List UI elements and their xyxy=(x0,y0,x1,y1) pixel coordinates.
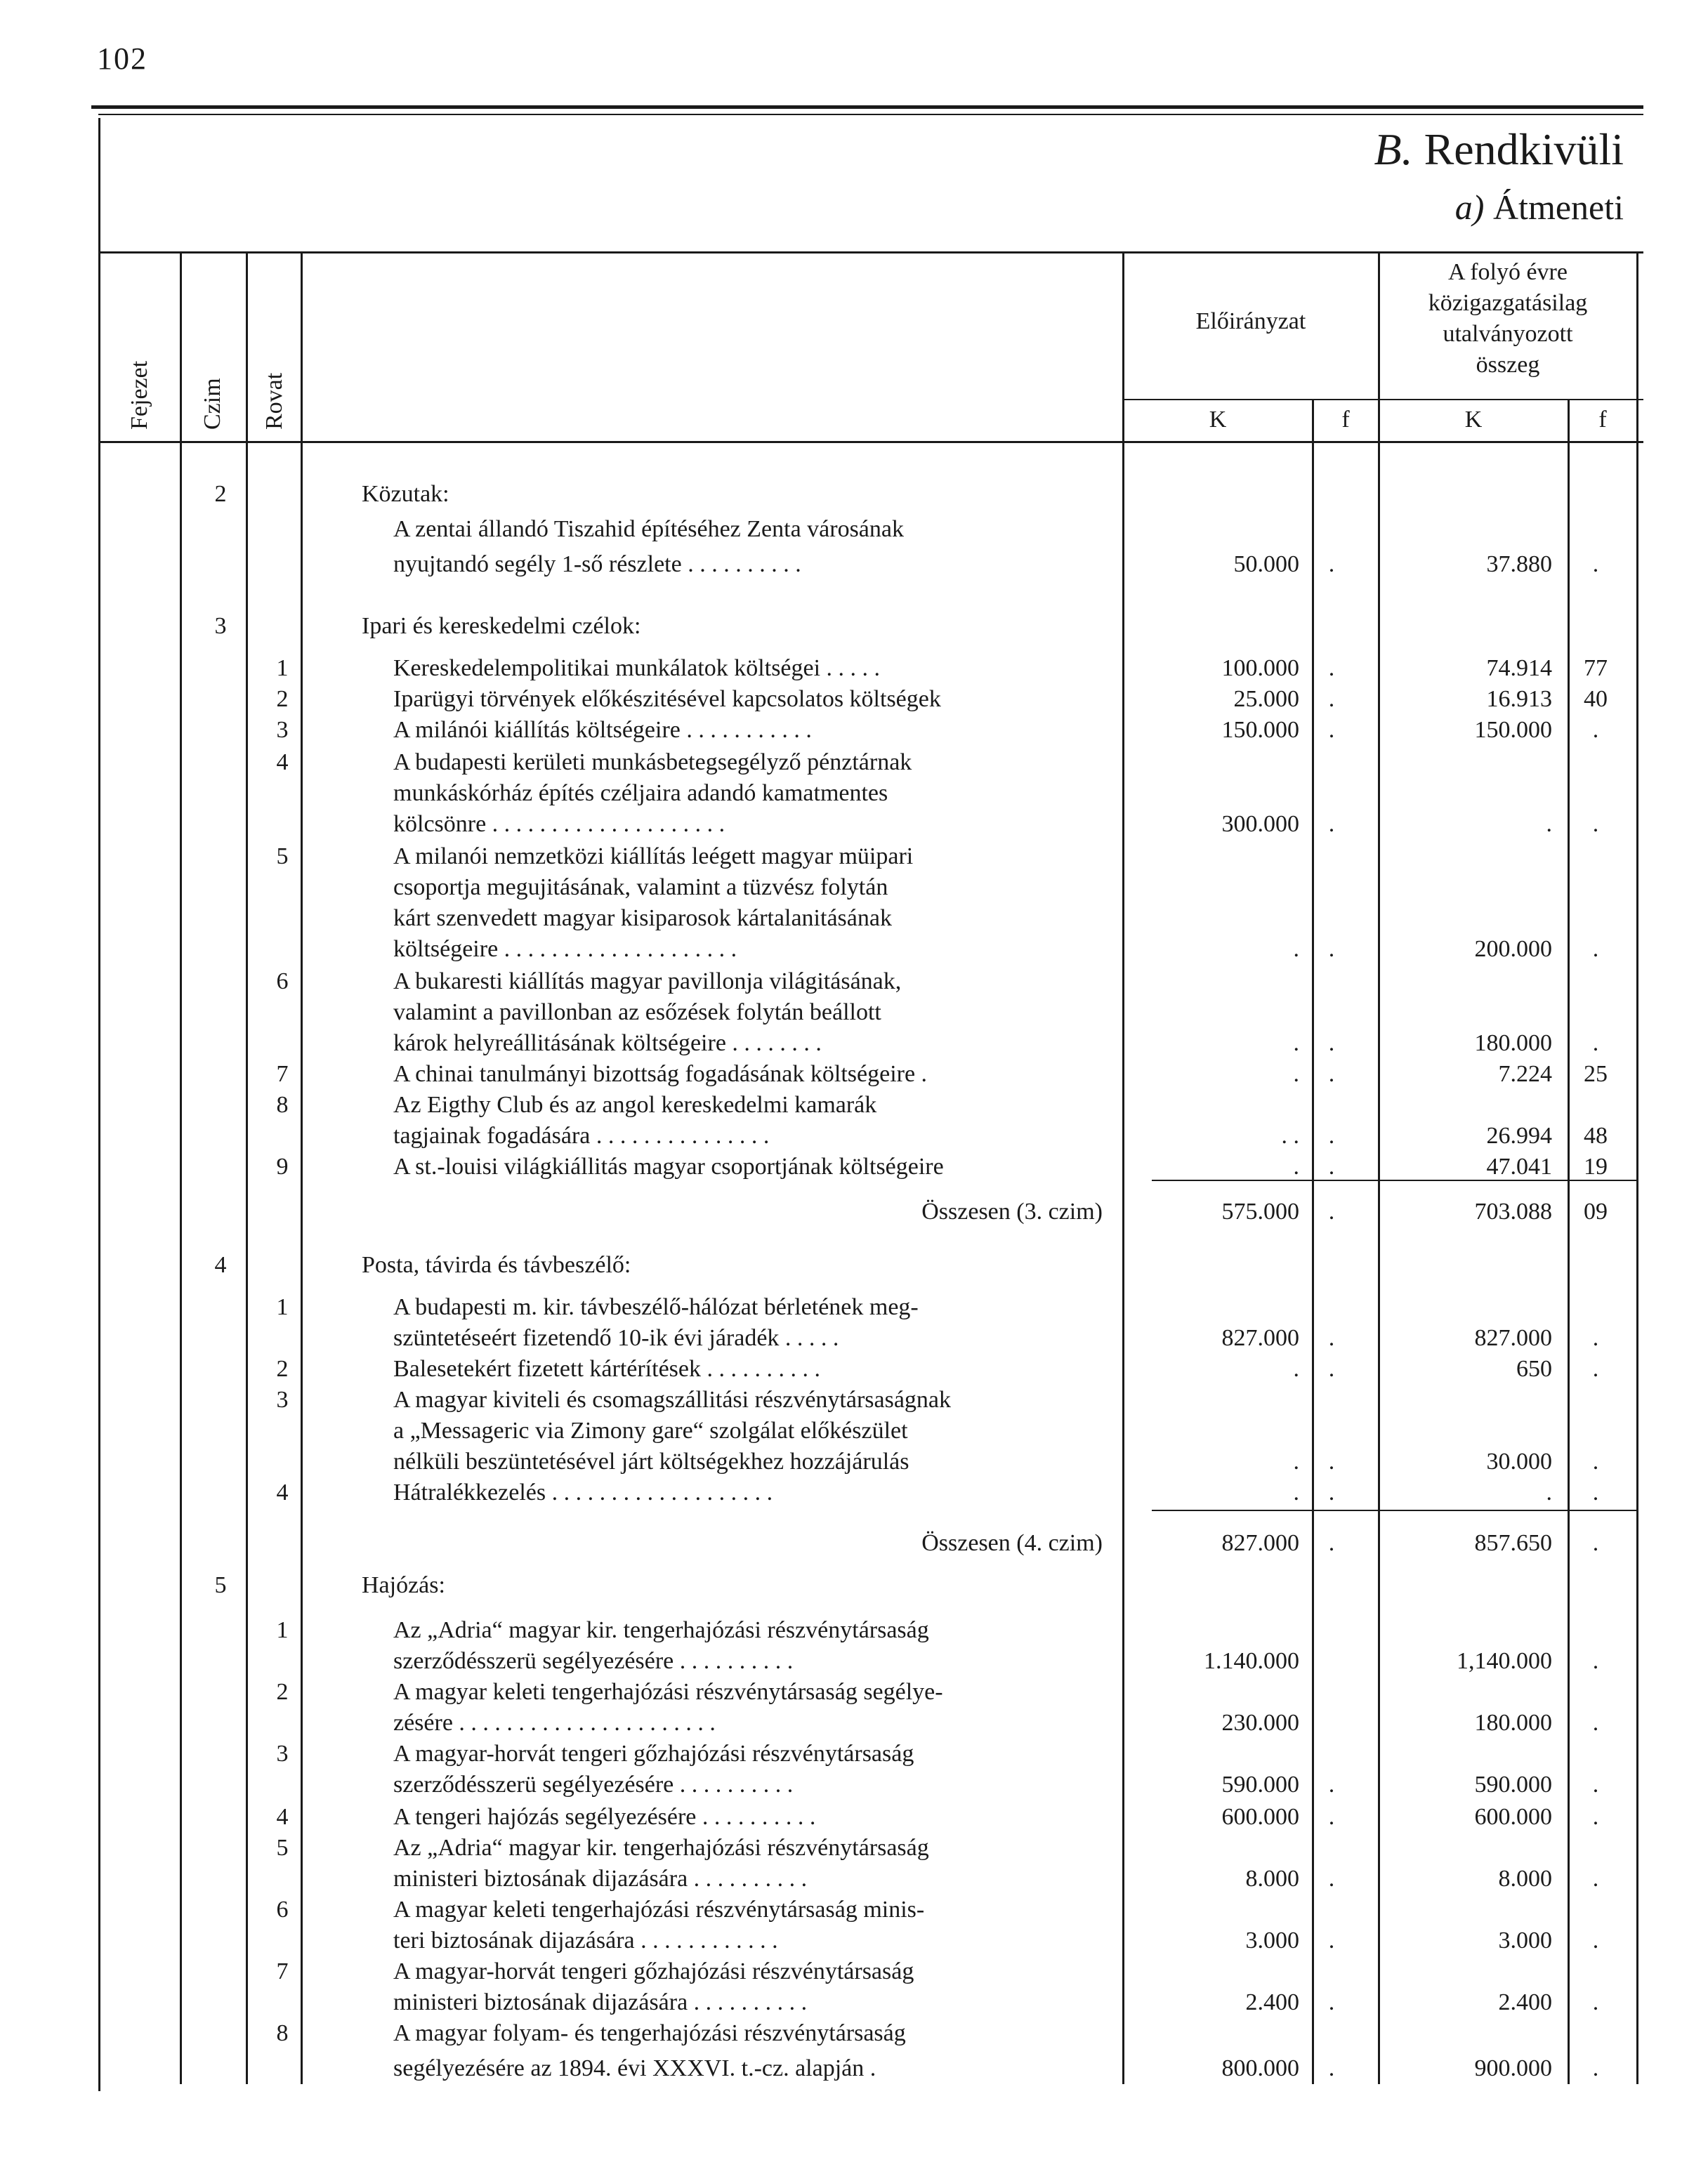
total-rule-czim-4 xyxy=(1152,1510,1636,1511)
table-row xyxy=(0,934,1708,965)
description-cell: A zentai állandó Tiszahid építéséhez Zenta városának xyxy=(393,516,904,542)
table-row xyxy=(0,1677,1708,1708)
utalvanyozott-filler-cell: . xyxy=(1592,1989,1599,2015)
subsection-title-text: Átmeneti xyxy=(1492,187,1624,227)
eloiranyzat-filler-cell: . xyxy=(1328,655,1335,681)
description-cell: munkáskórház építés czéljaira adandó kamatmentes xyxy=(393,780,888,806)
table-row xyxy=(0,1895,1708,1925)
utalvanyozott-korona-cell: 200.000 xyxy=(1474,936,1552,962)
table-row xyxy=(0,747,1708,778)
utalvanyozott-korona-cell: 600.000 xyxy=(1474,1804,1552,1830)
eloiranyzat-filler-cell: . xyxy=(1328,1199,1335,1225)
description-cell: A magyar keleti tengerhajózási részvénytársaság minis- xyxy=(393,1897,925,1923)
rovat-cell: 8 xyxy=(276,2020,289,2046)
eloiranyzat-korona-cell: 50.000 xyxy=(1233,551,1299,577)
table-row xyxy=(0,514,1708,545)
czim-cell: 2 xyxy=(214,481,227,507)
utalvanyozott-korona-cell: 1,140.000 xyxy=(1457,1648,1552,1674)
rovat-cell: 2 xyxy=(276,1679,289,1705)
utalvanyozott-filler-cell: . xyxy=(1592,1928,1599,1954)
utalvanyozott-filler-cell: . xyxy=(1592,1325,1599,1351)
description-cell: teri biztosának dijazására . . . . . . . . . . . . xyxy=(393,1928,778,1954)
table-row xyxy=(0,653,1708,684)
eloiranyzat-filler-cell: . xyxy=(1328,1123,1335,1149)
description-cell: A milanói nemzetközi kiállítás leégett magyar müipari xyxy=(393,843,914,869)
table-row xyxy=(0,684,1708,715)
header-k1: K xyxy=(1209,407,1227,433)
description-cell: nélküli beszüntetésével járt költségekhez hozzájárulás xyxy=(393,1449,909,1475)
eloiranyzat-filler-cell: . xyxy=(1328,1989,1335,2015)
czim-cell: 3 xyxy=(214,613,227,639)
eloiranyzat-korona-cell: 827.000 xyxy=(1221,1325,1299,1351)
rovat-cell: 4 xyxy=(276,1804,289,1830)
eloiranyzat-korona-cell: 100.000 xyxy=(1221,655,1299,681)
eloiranyzat-filler-cell: . xyxy=(1328,1154,1335,1180)
utalvanyozott-filler-cell: . xyxy=(1592,811,1599,837)
table-row xyxy=(0,1152,1708,1182)
rovat-cell: 3 xyxy=(276,1387,289,1413)
rovat-cell: 7 xyxy=(276,1958,289,1984)
table-row xyxy=(0,1416,1708,1447)
kf-subheader-rule xyxy=(1124,399,1643,400)
table-row xyxy=(0,997,1708,1028)
utalvanyozott-filler-cell: . xyxy=(1592,1030,1599,1056)
utalvanyozott-korona-cell: 74.914 xyxy=(1486,655,1552,681)
description-cell: a „Messageric via Zimony gare“ szolgálat előkészület xyxy=(393,1418,908,1444)
description-cell: költségeire . . . . . . . . . . . . . . . . . . . . xyxy=(393,936,737,962)
eloiranyzat-filler-cell: . xyxy=(1328,1530,1335,1556)
eloiranyzat-filler-cell: . xyxy=(1328,1356,1335,1382)
czim-cell: 4 xyxy=(214,1252,227,1278)
description-cell: A magyar keleti tengerhajózási részvénytársaság segélye- xyxy=(393,1679,943,1705)
table-row xyxy=(0,1354,1708,1385)
table-row xyxy=(0,1615,1708,1646)
description-cell: A tengeri hajózás segélyezésére . . . . . . . . . . xyxy=(393,1804,816,1830)
table-row xyxy=(0,715,1708,746)
description-cell: csoportja megujitásának, valamint a tüzvész folytán xyxy=(393,874,888,900)
eloiranyzat-korona-cell: . xyxy=(1293,1356,1299,1382)
eloiranyzat-filler-cell: . xyxy=(1328,686,1335,712)
utalvanyozott-korona-cell: 7.224 xyxy=(1498,1061,1552,1087)
description-cell: A milánói kiállítás költségeire . . . . . . . . . . . xyxy=(393,717,812,743)
table-row xyxy=(0,1090,1708,1121)
table-row xyxy=(0,2053,1708,2084)
description-cell: tagjainak fogadására . . . . . . . . . . . . . . . xyxy=(393,1123,770,1149)
utalvanyozott-filler-cell: 40 xyxy=(1584,686,1608,712)
description-cell: nyujtandó segély 1-ső részlete . . . . . . . . . . xyxy=(393,551,801,577)
table-row xyxy=(0,1292,1708,1323)
utalvanyozott-filler-cell: . xyxy=(1592,2055,1599,2081)
utalvanyozott-filler-cell: . xyxy=(1592,1804,1599,1830)
eloiranyzat-korona-cell: 827.000 xyxy=(1221,1530,1299,1556)
utalvanyozott-filler-cell: . xyxy=(1592,1480,1599,1506)
header-czim: Czim xyxy=(199,378,225,430)
header-utalvanyozott-line: közigazgatásilag xyxy=(1428,290,1588,316)
eloiranyzat-korona-cell: 3.000 xyxy=(1245,1928,1299,1954)
eloiranyzat-korona-cell: 600.000 xyxy=(1221,1804,1299,1830)
table-row xyxy=(0,872,1708,903)
eloiranyzat-filler-cell: . xyxy=(1328,1449,1335,1475)
section-subtitle xyxy=(1455,187,1624,228)
eloiranyzat-korona-cell: 800.000 xyxy=(1221,2055,1299,2081)
header-f2: f xyxy=(1598,407,1607,433)
utalvanyozott-korona-cell: . xyxy=(1546,811,1552,837)
utalvanyozott-filler-cell: 19 xyxy=(1584,1154,1608,1180)
utalvanyozott-korona-cell: 900.000 xyxy=(1474,2055,1552,2081)
table-row xyxy=(0,1708,1708,1739)
description-cell: kölcsönre . . . . . . . . . . . . . . . . . . . . xyxy=(393,811,725,837)
utalvanyozott-korona-cell: 26.994 xyxy=(1486,1123,1552,1149)
rovat-cell: 4 xyxy=(276,749,289,775)
table-row xyxy=(0,1059,1708,1090)
table-row xyxy=(0,903,1708,934)
table-row xyxy=(0,1477,1708,1508)
utalvanyozott-filler-cell: . xyxy=(1592,717,1599,743)
rovat-cell: 7 xyxy=(276,1061,289,1087)
description-cell: kárt szenvedett magyar kisiparosok kártalanitásának xyxy=(393,905,892,931)
eloiranyzat-filler-cell: . xyxy=(1328,1061,1335,1087)
table-row xyxy=(0,1864,1708,1895)
eloiranyzat-korona-cell: . xyxy=(1293,936,1299,962)
description-cell: A st.-louisi világkiállitás magyar csoportjának költségeire xyxy=(393,1154,944,1180)
eloiranyzat-korona-cell: 150.000 xyxy=(1221,717,1299,743)
header-utalvanyozott-line: utalványozott xyxy=(1443,321,1573,347)
description-cell: Hátralékkezelés . . . . . . . . . . . . . . . . . . . xyxy=(393,1480,773,1506)
top-rule-thick xyxy=(91,105,1643,109)
utalvanyozott-korona-cell: 703.088 xyxy=(1474,1199,1552,1225)
total-row xyxy=(0,1197,1708,1227)
eloiranyzat-filler-cell: . xyxy=(1328,717,1335,743)
description-cell: Az „Adria“ magyar kir. tengerhajózási részvénytársaság xyxy=(393,1835,929,1861)
utalvanyozott-filler-cell: . xyxy=(1592,551,1599,577)
description-cell: szerződésszerü segélyezésére . . . . . . . . . . xyxy=(393,1648,794,1674)
description-cell: A budapesti kerületi munkásbetegsegélyző pénztárnak xyxy=(393,749,912,775)
eloiranyzat-korona-cell: 300.000 xyxy=(1221,811,1299,837)
description-cell: Az Eigthy Club és az angol kereskedelmi kamarák xyxy=(393,1092,877,1118)
header-utalvanyozott-line: A folyó évre xyxy=(1448,259,1568,285)
eloiranyzat-filler-cell: . xyxy=(1328,1928,1335,1954)
rovat-cell: 3 xyxy=(276,717,289,743)
description-cell: Iparügyi törvények előkészitésével kapcsolatos költségek xyxy=(393,686,941,712)
utalvanyozott-korona-cell: 650 xyxy=(1516,1356,1552,1382)
eloiranyzat-filler-cell: . xyxy=(1328,2055,1335,2081)
rovat-cell: 1 xyxy=(276,655,289,681)
section-letter: B. xyxy=(1374,124,1413,174)
utalvanyozott-korona-cell: 30.000 xyxy=(1486,1449,1552,1475)
utalvanyozott-filler-cell: . xyxy=(1592,1530,1599,1556)
description-cell: szerződésszerü segélyezésére . . . . . . . . . . xyxy=(393,1772,794,1798)
section-title-text: Rendkivüli xyxy=(1424,124,1624,174)
table-row xyxy=(0,1925,1708,1956)
eloiranyzat-korona-cell: . xyxy=(1293,1449,1299,1475)
header-rovat: Rovat xyxy=(261,372,287,430)
table-row xyxy=(0,1323,1708,1354)
description-cell: Hajózás: xyxy=(362,1572,445,1598)
utalvanyozott-korona-cell: 150.000 xyxy=(1474,717,1552,743)
description-cell: A budapesti m. kir. távbeszélő-hálózat bérletének meg- xyxy=(393,1294,919,1320)
utalvanyozott-filler-cell: . xyxy=(1592,1866,1599,1892)
description-cell: A bukaresti kiállítás magyar pavillonja világitásának, xyxy=(393,968,902,994)
description-cell: zésére . . . . . . . . . . . . . . . . . . . . . . xyxy=(393,1710,716,1736)
utalvanyozott-korona-cell: 180.000 xyxy=(1474,1710,1552,1736)
description-cell: Posta, távirda és távbeszélő: xyxy=(362,1252,631,1278)
eloiranyzat-korona-cell: . xyxy=(1293,1154,1299,1180)
description-cell: Közutak: xyxy=(362,481,449,507)
utalvanyozott-korona-cell: 37.880 xyxy=(1486,551,1552,577)
rovat-cell: 5 xyxy=(276,1835,289,1861)
eloiranyzat-korona-cell: . . xyxy=(1281,1123,1299,1149)
eloiranyzat-korona-cell: . xyxy=(1293,1480,1299,1506)
utalvanyozott-korona-cell: 857.650 xyxy=(1474,1530,1552,1556)
table-row xyxy=(0,1385,1708,1416)
rovat-cell: 4 xyxy=(276,1480,289,1506)
header-k2: K xyxy=(1464,407,1483,433)
header-eloiranyzat: Előirányzat xyxy=(1195,308,1306,334)
utalvanyozott-korona-cell: 827.000 xyxy=(1474,1325,1552,1351)
header-f1: f xyxy=(1341,407,1350,433)
header-fejezet: Fejezet xyxy=(126,360,152,430)
table-row xyxy=(0,549,1708,580)
eloiranyzat-filler-cell: . xyxy=(1328,551,1335,577)
description-cell: Az „Adria“ magyar kir. tengerhajózási részvénytársaság xyxy=(393,1617,929,1643)
eloiranyzat-korona-cell: 25.000 xyxy=(1233,686,1299,712)
eloiranyzat-korona-cell: 590.000 xyxy=(1221,1772,1299,1798)
utalvanyozott-filler-cell: . xyxy=(1592,1449,1599,1475)
utalvanyozott-korona-cell: 590.000 xyxy=(1474,1772,1552,1798)
subsection-letter: a) xyxy=(1454,187,1485,227)
eloiranyzat-filler-cell: . xyxy=(1328,1804,1335,1830)
table-row xyxy=(0,841,1708,872)
utalvanyozott-korona-cell: 180.000 xyxy=(1474,1030,1552,1056)
rovat-cell: 6 xyxy=(276,968,289,994)
table-row xyxy=(0,1956,1708,1987)
description-cell: Balesetekért fizetett kártérítések . . . . . . . . . . xyxy=(393,1356,820,1382)
top-rule-thin xyxy=(98,114,1643,115)
header-utalvanyozott xyxy=(1379,257,1636,381)
description-cell: Ipari és kereskedelmi czélok: xyxy=(362,613,641,639)
eloiranyzat-filler-cell: . xyxy=(1328,1772,1335,1798)
table-row xyxy=(0,1802,1708,1833)
group-row xyxy=(0,1250,1708,1281)
eloiranyzat-korona-cell: . xyxy=(1293,1030,1299,1056)
utalvanyozott-filler-cell: . xyxy=(1592,1648,1599,1674)
rovat-cell: 6 xyxy=(276,1897,289,1923)
eloiranyzat-filler-cell: . xyxy=(1328,936,1335,962)
eloiranyzat-filler-cell: . xyxy=(1328,1325,1335,1351)
table-row xyxy=(0,1770,1708,1800)
page-number: 102 xyxy=(97,41,147,76)
rovat-cell: 2 xyxy=(276,686,289,712)
utalvanyozott-filler-cell: . xyxy=(1592,1772,1599,1798)
rovat-cell: 1 xyxy=(276,1294,289,1320)
table-row xyxy=(0,809,1708,840)
table-row xyxy=(0,1447,1708,1477)
utalvanyozott-korona-cell: . xyxy=(1546,1480,1552,1506)
utalvanyozott-korona-cell: 3.000 xyxy=(1498,1928,1552,1954)
description-cell: segélyezésére az 1894. évi XXXVI. t.-cz. alapján . xyxy=(393,2055,876,2081)
group-row xyxy=(0,1570,1708,1601)
description-cell: Összesen (4. czim) xyxy=(921,1530,1103,1556)
utalvanyozott-korona-cell: 8.000 xyxy=(1498,1866,1552,1892)
table-row xyxy=(0,2018,1708,2049)
header-bottom-rule xyxy=(98,441,1643,443)
table-row xyxy=(0,1646,1708,1677)
utalvanyozott-filler-cell: . xyxy=(1592,936,1599,962)
description-cell: valamint a pavillonban az esőzések folytán beállott xyxy=(393,999,881,1025)
description-cell: károk helyreállitásának költségeire . . . . . . . . xyxy=(393,1030,822,1056)
eloiranyzat-filler-cell: . xyxy=(1328,811,1335,837)
group-row xyxy=(0,611,1708,642)
eloiranyzat-korona-cell: 2.400 xyxy=(1245,1989,1299,2015)
eloiranyzat-korona-cell: 8.000 xyxy=(1245,1866,1299,1892)
rovat-cell: 9 xyxy=(276,1154,289,1180)
eloiranyzat-filler-cell: . xyxy=(1328,1480,1335,1506)
rovat-cell: 8 xyxy=(276,1092,289,1118)
group-row xyxy=(0,479,1708,510)
rovat-cell: 3 xyxy=(276,1741,289,1767)
eloiranyzat-korona-cell: . xyxy=(1293,1061,1299,1087)
description-cell: A magyar-horvát tengeri gőzhajózási részvénytársaság xyxy=(393,1741,914,1767)
table-row xyxy=(0,778,1708,809)
utalvanyozott-filler-cell: 48 xyxy=(1584,1123,1608,1149)
utalvanyozott-korona-cell: 16.913 xyxy=(1486,686,1552,712)
table-row xyxy=(0,1121,1708,1152)
table-row xyxy=(0,1833,1708,1864)
table-row xyxy=(0,1739,1708,1770)
description-cell: A chinai tanulmányi bizottság fogadásának költségeire . xyxy=(393,1061,928,1087)
description-cell: A magyar folyam- és tengerhajózási részvénytársaság xyxy=(393,2020,906,2046)
eloiranyzat-korona-cell: 575.000 xyxy=(1221,1199,1299,1225)
eloiranyzat-filler-cell: . xyxy=(1328,1030,1335,1056)
description-cell: Összesen (3. czim) xyxy=(921,1199,1103,1225)
description-cell: ministeri biztosának dijazására . . . . . . . . . . xyxy=(393,1989,808,2015)
total-row xyxy=(0,1528,1708,1559)
description-cell: szüntetéseért fizetendő 10-ik évi járadék . . . . . xyxy=(393,1325,839,1351)
utalvanyozott-korona-cell: 2.400 xyxy=(1498,1989,1552,2015)
utalvanyozott-filler-cell: 09 xyxy=(1584,1199,1608,1225)
utalvanyozott-filler-cell: . xyxy=(1592,1710,1599,1736)
rovat-cell: 2 xyxy=(276,1356,289,1382)
header-top-rule xyxy=(98,251,1643,253)
utalvanyozott-filler-cell: 25 xyxy=(1584,1061,1608,1087)
description-cell: A magyar kiviteli és csomagszállitási részvénytársaságnak xyxy=(393,1387,952,1413)
utalvanyozott-filler-cell: . xyxy=(1592,1356,1599,1382)
description-cell: A magyar-horvát tengeri gőzhajózási részvénytársaság xyxy=(393,1958,914,1984)
header-utalvanyozott-line: összeg xyxy=(1476,352,1540,378)
table-row xyxy=(0,966,1708,997)
utalvanyozott-filler-cell: 77 xyxy=(1584,655,1608,681)
description-cell: Kereskedelempolitikai munkálatok költségei . . . . . xyxy=(393,655,881,681)
eloiranyzat-filler-cell: . xyxy=(1328,1866,1335,1892)
czim-cell: 5 xyxy=(214,1572,227,1598)
rovat-cell: 1 xyxy=(276,1617,289,1643)
eloiranyzat-korona-cell: 230.000 xyxy=(1221,1710,1299,1736)
table-row xyxy=(0,1987,1708,2018)
eloiranyzat-korona-cell: 1.140.000 xyxy=(1204,1648,1299,1674)
table-row xyxy=(0,1028,1708,1059)
description-cell: ministeri biztosának dijazására . . . . . . . . . . xyxy=(393,1866,808,1892)
rovat-cell: 5 xyxy=(276,843,289,869)
section-title xyxy=(1374,124,1624,176)
utalvanyozott-korona-cell: 47.041 xyxy=(1486,1154,1552,1180)
